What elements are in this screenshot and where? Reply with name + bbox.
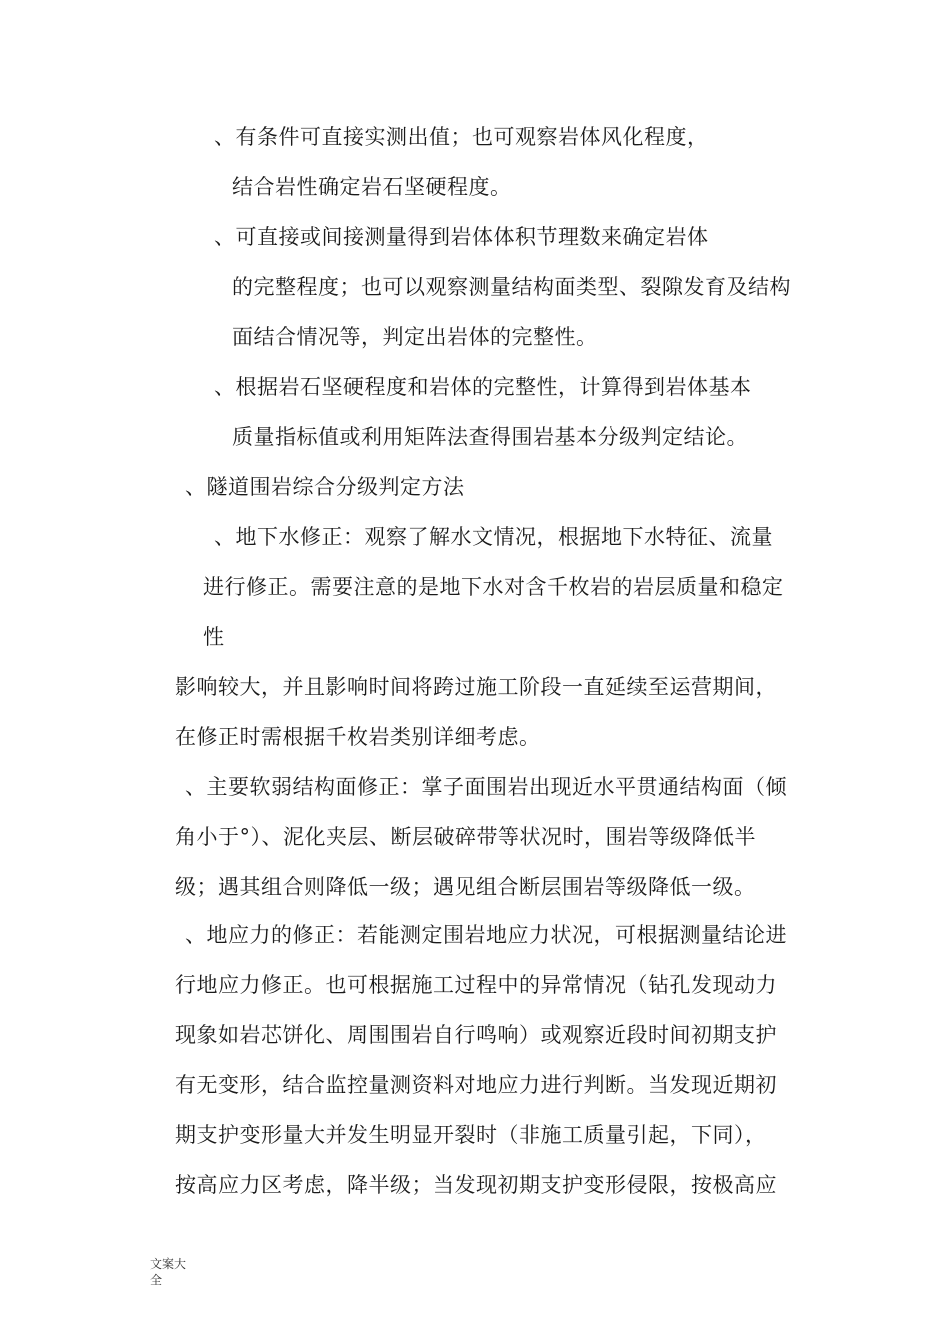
text-line: 在修正时需根据千枚岩类别详细考虑。	[175, 725, 541, 749]
text-line: 、主要软弱结构面修正：掌子面围岩出现近水平贯通结构面（倾	[185, 775, 787, 799]
text-line: 现象如岩芯饼化、周围围岩自行鸣响）或观察近段时间初期支护	[175, 1023, 777, 1047]
text-line: 质量指标值或利用矩阵法查得围岩基本分级判定结论。	[232, 425, 748, 449]
section-heading: 、隧道围岩综合分级判定方法	[185, 475, 465, 499]
text-line: 、地下水修正：观察了解水文情况，根据地下水特征、流量	[214, 525, 773, 549]
text-line: 期支护变形量大并发生明显开裂时（非施工质量引起，下同），	[175, 1123, 767, 1147]
text-line: 有无变形，结合监控量测资料对地应力进行判断。当发现近期初	[175, 1073, 777, 1097]
footer-line: 全	[150, 1273, 163, 1287]
text-line: 结合岩性确定岩石坚硬程度。	[232, 175, 512, 199]
text-line: 、根据岩石坚硬程度和岩体的完整性，计算得到岩体基本	[214, 375, 752, 399]
text-line: 、地应力的修正：若能测定围岩地应力状况，可根据测量结论进	[185, 923, 787, 947]
text-line: 面结合情况等，判定出岩体的完整性。	[232, 325, 598, 349]
text-line: 性	[203, 625, 225, 649]
page-footer	[150, 1256, 186, 1288]
text-line: 级；遇其组合则降低一级；遇见组合断层围岩等级降低一级。	[175, 875, 756, 899]
text-line: 行地应力修正。也可根据施工过程中的异常情况（钻孔发现动力	[175, 973, 777, 997]
text-line: 、有条件可直接实测出值；也可观察岩体风化程度，	[214, 125, 709, 149]
text-line: 的完整程度；也可以观察测量结构面类型、裂隙发育及结构	[232, 275, 791, 299]
text-line: 进行修正。需要注意的是地下水对含千枚岩的岩层质量和稳定	[203, 575, 784, 599]
footer-line: 文案大	[150, 1257, 187, 1271]
text-line: 按高应力区考虑，降半级；当发现初期支护变形侵限，按极高应	[175, 1173, 777, 1197]
text-line: 角小于°）、泥化夹层、断层破碎带等状况时，围岩等级降低半	[175, 825, 756, 849]
text-line: 影响较大，并且影响时间将跨过施工阶段一直延续至运营期间，	[175, 675, 777, 699]
text-line: 、可直接或间接测量得到岩体体积节理数来确定岩体	[214, 225, 709, 249]
